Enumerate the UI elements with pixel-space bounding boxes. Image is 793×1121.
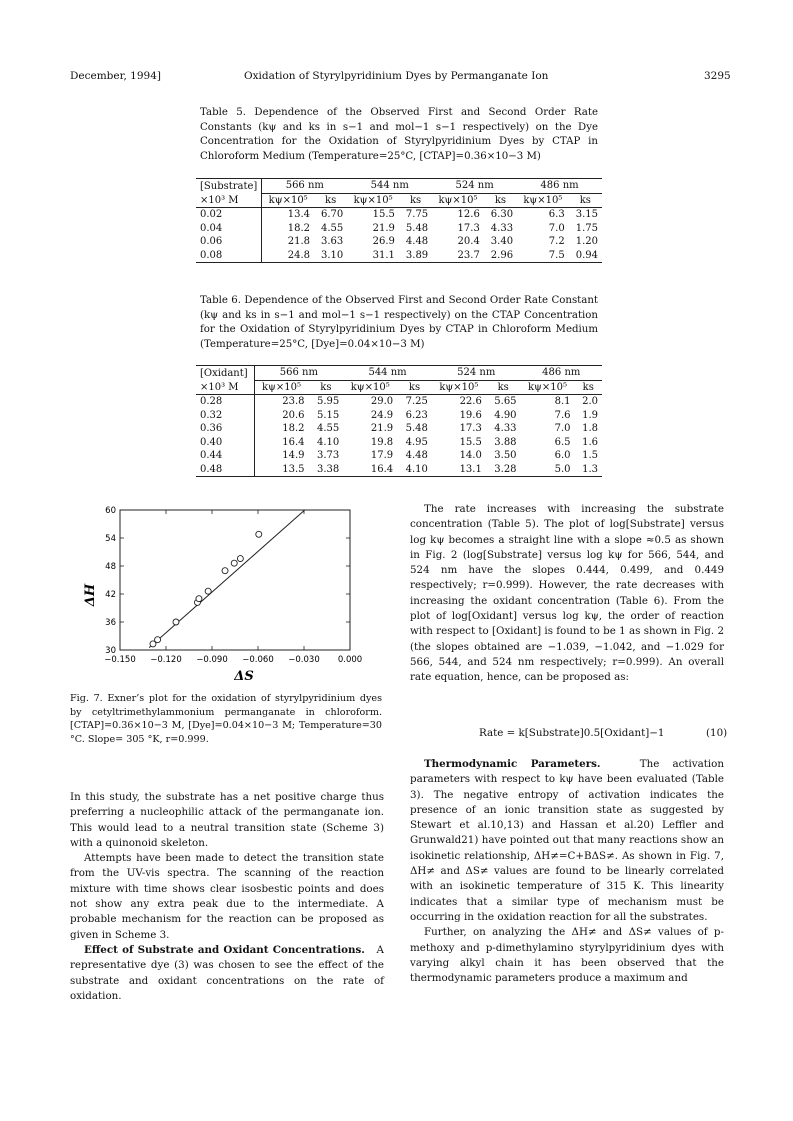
y-tick-label: 42	[105, 590, 116, 600]
data-point	[231, 560, 237, 566]
table-cell: 6.0	[554, 450, 571, 462]
table-cell: 16.4	[370, 463, 394, 475]
table-cell: 7.2	[548, 236, 565, 248]
table-cell: 24.9	[370, 409, 394, 421]
table-cell: 31.1	[372, 249, 395, 261]
table-cell: 3.89	[405, 249, 429, 261]
chart-axes	[120, 510, 350, 650]
table6-sub-header: ks	[408, 381, 421, 393]
table-cell: 5.48	[405, 423, 428, 435]
table-cell: 8.1	[554, 396, 571, 408]
table-cell: 4.48	[405, 450, 428, 462]
y-tick-label: 30	[105, 646, 116, 656]
table5-sub-header: ks	[409, 194, 422, 206]
table-cell: 7.0	[554, 423, 571, 435]
data-point	[237, 556, 243, 562]
table-row	[196, 436, 602, 450]
table-cell: 5.65	[494, 396, 517, 408]
table-cell: 6.5	[554, 436, 571, 448]
table-cell: 4.10	[316, 436, 340, 448]
table-cell: 1.20	[575, 236, 598, 248]
table-cell: 0.32	[196, 409, 254, 423]
table5-caption: Table 5. Dependence of the Observed First and Second Order Rate Constants (kψ and ks in s−1 and mol−1 s−1 respectively) on the Dye Concentration for the Oxidation of Styrylpyridinium Dyes by CTAP in Chloroform Medium (Temperature=25°C, [CTAP]=0.36×10−3 M)	[200, 107, 598, 162]
page-number: 3295	[704, 70, 731, 82]
chart-fit-line	[149, 510, 305, 648]
x-tick-label: −0.150	[104, 655, 136, 665]
table-cell: 6.3	[548, 209, 565, 221]
y-tick-label: 48	[105, 562, 116, 572]
table-cell: 3.38	[316, 463, 340, 475]
table5-sub-header: ks	[579, 194, 591, 206]
left-column	[70, 790, 384, 1004]
table5-sub-header: ks	[325, 194, 337, 206]
running-header-title: Oxidation of Styrylpyridinium Dyes by Permanganate Ion	[244, 70, 549, 82]
chart-ticks	[104, 506, 362, 665]
equation-number: (10)	[706, 727, 728, 739]
table-cell: 3.73	[316, 450, 340, 462]
y-axis-label: ΔH	[83, 583, 98, 607]
table6-caption: Table 6. Dependence of the Observed First and Second Order Rate Constant (kψ and ks in s−1 and mol−1 s−1 respectively) on the CTAP Concentration for the Oxidation of Styrylpyridinium Dyes by CTAP in Chloroform Medium (Temperature=25°C, [Dye]=0.04×10−3 M)	[200, 295, 598, 350]
table-cell: 3.88	[494, 436, 517, 448]
section-heading: Effect of Substrate and Oxidant Concentrations.	[84, 943, 365, 956]
table-cell: 21.9	[370, 423, 394, 435]
table-cell: 22.6	[459, 396, 482, 408]
table5-col0-unit: ×10³ M	[196, 193, 262, 208]
paragraph: In this study, the substrate has a net positive charge thus preferring a nucleophilic attack of the permanganate ion. This would lead to a neutral transition state (Scheme 3) with a quinonoid skeleton.	[70, 791, 384, 849]
table-cell: 0.02	[196, 208, 262, 222]
table-cell: 3.10	[321, 249, 344, 261]
paragraph: Further, on analyzing the ΔH≠ and ΔS≠ values of p-methoxy and p-dimethylamino styrylpyridinium dyes with varying alkyl chain it has been observed that the thermodynamic parameters produce a maximum and	[410, 926, 724, 985]
rate-equation: Rate = k[Substrate]0.5[Oxidant]−1	[479, 727, 665, 739]
x-tick-label: 0.000	[337, 655, 363, 665]
table-cell: 29.0	[370, 396, 394, 408]
table-cell: 5.95	[316, 396, 340, 408]
table-cell: 4.33	[494, 423, 517, 435]
table-cell: 5.48	[405, 222, 429, 234]
table5-group-header: 524 nm	[432, 179, 517, 194]
table-cell: 2.96	[490, 249, 514, 261]
table-cell: 0.06	[196, 235, 262, 249]
table-cell: 4.33	[490, 222, 514, 234]
table-cell: 7.75	[405, 209, 429, 221]
table-cell: 5.0	[554, 463, 571, 475]
table-row	[196, 235, 602, 249]
table6-group-header: 524 nm	[432, 366, 521, 381]
table6-group-header: 486 nm	[521, 366, 602, 381]
table-cell: 21.9	[372, 222, 395, 234]
table-cell: 17.3	[459, 423, 482, 435]
table5-group-header: 486 nm	[517, 179, 602, 194]
table6-group-header: 544 nm	[343, 366, 432, 381]
table-cell: 19.8	[370, 436, 394, 448]
table-cell: 4.48	[405, 236, 429, 248]
table-row	[196, 222, 602, 236]
table5-col0-header: [Substrate]	[196, 179, 262, 194]
table-cell: 0.40	[196, 436, 254, 450]
table-cell: 1.8	[582, 423, 598, 435]
table-cell: 24.8	[287, 249, 311, 261]
table-cell: 2.0	[582, 396, 598, 408]
fig7-caption: Fig. 7. Exner’s plot for the oxidation of styrylpyridinium dyes by cetyltrimethylammonium permanganate in chloroform. [CTAP]=0.36×10−3 M, [Dye]=0.04×10−3 M; Temperature=30 °C. Slope= 305 °K, r=0.999.	[70, 693, 382, 745]
table6-col0-unit: ×10³ M	[196, 380, 254, 395]
table-cell: 14.0	[459, 450, 482, 462]
x-tick-label: −0.060	[242, 655, 274, 665]
table-cell: 19.6	[459, 409, 482, 421]
table-cell: 1.75	[575, 222, 598, 234]
table6-sub-header: ks	[320, 381, 332, 393]
table5-sub-header: kψ×10⁵	[438, 194, 478, 206]
section-heading: Thermodynamic Parameters.	[424, 758, 601, 770]
data-point	[173, 619, 179, 625]
data-point	[155, 637, 161, 643]
right-column-continued	[410, 757, 724, 986]
table-cell: 0.28	[196, 395, 254, 409]
table-cell: 13.5	[282, 463, 305, 475]
table-cell: 1.3	[582, 463, 598, 475]
table5-sub-header: kψ×10⁵	[353, 194, 393, 206]
table-cell: 0.36	[196, 422, 254, 436]
table-cell: 7.25	[405, 396, 428, 408]
table-cell: 6.23	[405, 409, 428, 421]
table-cell: 4.55	[316, 423, 340, 435]
y-tick-label: 60	[105, 506, 116, 516]
paragraph: Attempts have been made to detect the transition state from the UV-vis spectra. The scanning of the reaction mixture with time shows clear isosbestic points and does not show any extra peak due to the intermediate. A probable mechanism for the reaction can be proposed as given in Scheme 3.	[70, 852, 384, 941]
table-cell: 3.28	[494, 463, 517, 475]
table5-sub-header: kψ×10⁵	[268, 194, 308, 206]
table6	[196, 365, 602, 477]
x-tick-label: −0.090	[196, 655, 228, 665]
table6-sub-header: ks	[497, 381, 509, 393]
table-cell: 13.1	[459, 463, 482, 475]
table-cell: 23.8	[282, 396, 305, 408]
table5-group-header: 544 nm	[347, 179, 432, 194]
table-cell: 1.5	[582, 450, 598, 462]
table-row	[196, 208, 602, 222]
right-column	[410, 502, 724, 686]
x-tick-label: −0.030	[288, 655, 320, 665]
table-cell: 1.6	[582, 436, 598, 448]
table-cell: 4.95	[405, 436, 428, 448]
paragraph: A representative dye (3) was chosen to see the effect of the substrate and oxidant concentrations on the rate of oxidation.	[70, 943, 384, 1002]
table6-sub-header: kψ×10⁵	[350, 381, 390, 393]
table-cell: 13.4	[287, 209, 311, 221]
table-cell: 21.8	[287, 236, 311, 248]
data-point	[196, 596, 202, 602]
table-cell: 3.63	[321, 236, 344, 248]
table6-sub-header: kψ×10⁵	[439, 381, 479, 393]
table-row	[196, 249, 602, 263]
table-cell: 12.6	[457, 209, 480, 221]
table-row	[196, 449, 602, 463]
data-point	[205, 588, 211, 594]
running-header-date: December, 1994]	[70, 70, 161, 82]
table-cell: 15.5	[459, 436, 482, 448]
table-cell: 17.3	[457, 222, 480, 234]
paragraph: The activation parameters with respect to kψ have been evaluated (Table 3). The negative entropy of activation indicates the presence of an ionic transition state as suggested by Stewart et al.10,13) and Hassan et al.20) Leffler and Grunwald21) have pointed out that many reactions show an isokinetic relationship, ΔH≠=C+BΔS≠. As shown in Fig. 7, ΔH≠ and ΔS≠ values are found to be linearly correlated with an isokinetic temperature of 315 K. This linearity indicates that a similar type of mechanism must be occurring in the oxidation reaction for all the substrates.	[410, 758, 724, 923]
plot-frame	[120, 510, 350, 650]
x-axis-label: ΔS	[234, 669, 254, 684]
table6-group-header: 566 nm	[254, 366, 343, 381]
table-cell: 1.9	[582, 409, 598, 421]
data-point	[256, 531, 262, 537]
table-cell: 18.2	[287, 222, 311, 234]
table-cell: 3.50	[494, 450, 517, 462]
data-point	[222, 568, 228, 574]
table-cell: 6.30	[490, 209, 514, 221]
table-cell: 4.55	[321, 222, 344, 234]
x-tick-label: −0.120	[150, 655, 182, 665]
table-cell: 26.9	[372, 236, 395, 248]
table-cell: 14.9	[282, 450, 305, 462]
table5-sub-header: ks	[494, 194, 507, 206]
table-cell: 4.10	[405, 463, 428, 475]
table-cell: 0.04	[196, 222, 262, 236]
table-cell: 7.5	[548, 249, 565, 261]
table-cell: 20.4	[457, 236, 480, 248]
table-row	[196, 395, 602, 409]
chart-points	[150, 531, 262, 647]
table-cell: 0.94	[575, 249, 598, 261]
table6-sub-header: kψ×10⁵	[528, 381, 568, 393]
table6-sub-header: ks	[582, 381, 594, 393]
table6-col0-header: [Oxidant]	[196, 366, 254, 381]
fig7-chart	[83, 500, 376, 684]
table-cell: 7.0	[548, 222, 565, 234]
table5-sub-header: kψ×10⁵	[523, 194, 563, 206]
y-tick-label: 36	[105, 618, 116, 628]
table-cell: 16.4	[282, 436, 305, 448]
table5-group-header: 566 nm	[262, 179, 347, 194]
table5	[196, 178, 602, 263]
table-cell: 0.08	[196, 249, 262, 263]
table-cell: 0.48	[196, 463, 254, 477]
table-cell: 0.44	[196, 449, 254, 463]
table-row	[196, 409, 602, 423]
table-cell: 4.90	[494, 409, 517, 421]
table-cell: 23.7	[457, 249, 480, 261]
table-cell: 3.40	[490, 236, 514, 248]
table-cell: 17.9	[370, 450, 394, 462]
table-cell: 18.2	[282, 423, 305, 435]
table-cell: 6.70	[321, 209, 344, 221]
table-cell: 15.5	[372, 209, 395, 221]
table-cell: 3.15	[575, 209, 598, 221]
table6-sub-header: kψ×10⁵	[262, 381, 302, 393]
paragraph: The rate increases with increasing the substrate concentration (Table 5). The plot of log[Substrate] versus log kψ becomes a straight line with a slope ≈0.5 as shown in Fig. 2 (log[Substrate] versus log kψ for 566, 544, and 524 nm have the slopes 0.444, 0.499, and 0.449 respectively; r=0.999). However, the rate decreases with increasing the oxidant concentration (Table 6). From the plot of log[Oxidant] versus log kψ, the order of reaction with respect to [Oxidant] is found to be 1 as shown in Fig. 2 (the slopes obtained are −1.039, −1.042, and −1.029 for 566, 544, and 524 nm respectively; r=0.999). An overall rate equation, hence, can be proposed as:	[410, 503, 724, 684]
table-row	[196, 463, 602, 477]
table-cell: 20.6	[282, 409, 305, 421]
y-tick-label: 54	[105, 534, 116, 544]
table-cell: 5.15	[316, 409, 340, 421]
fit-line	[149, 510, 305, 648]
table-row	[196, 422, 602, 436]
table-cell: 7.6	[554, 409, 571, 421]
